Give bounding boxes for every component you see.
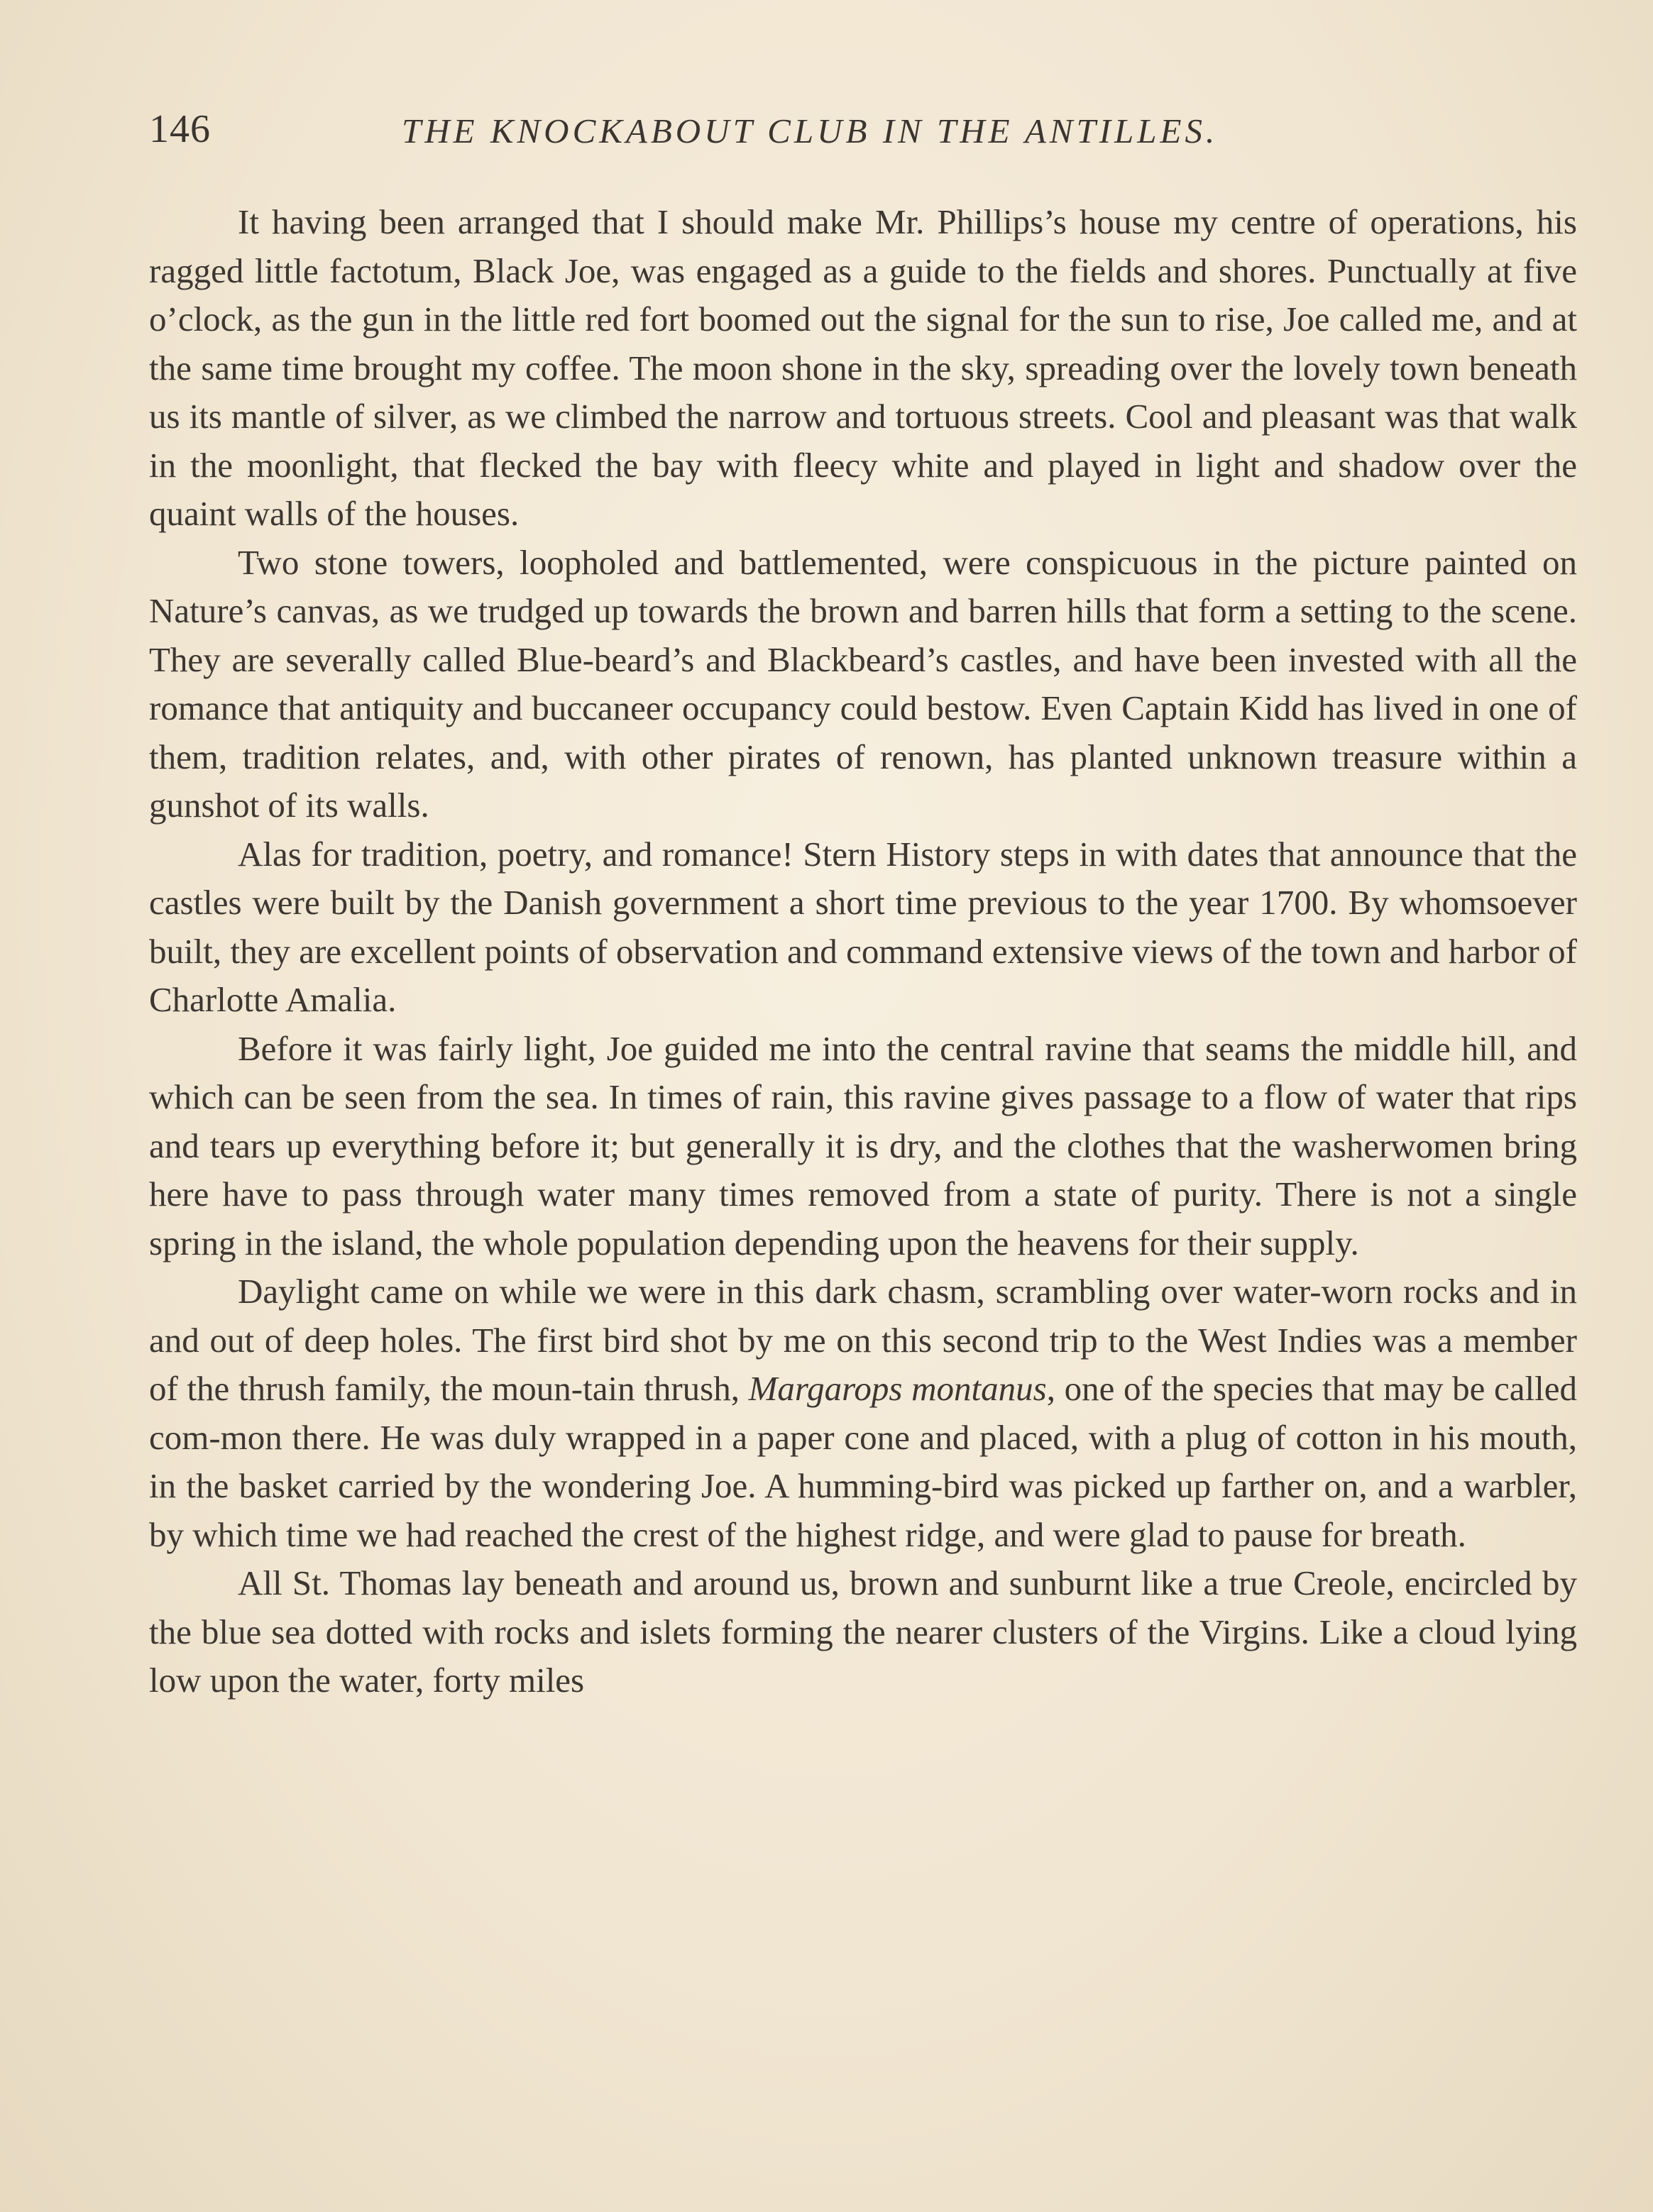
body-text [149,198,1577,1705]
paragraph-5 [149,1267,1577,1559]
page-header [149,106,1512,163]
paragraph-3: Alas for tradition, poetry, and romance! Stern History steps in with dates that announce that the castles were built by the Danish government a short time previous to the year 1700. By whomsoever built, they are excellent points of observation and command extensive views of the town and harbor of Charlotte Amalia. [149,834,1577,1019]
page-number: 146 [149,107,211,151]
running-title: THE KNOCKABOUT CLUB IN THE ANTILLES. [402,111,1219,150]
paragraph-4: Before it was fairly light, Joe guided me into the central ravine that seams the middle hill, and which can be seen from the sea. In times of rain, this ravine gives passage to a flow of water that rips and tears up everything before it; but generally it is dry, and the clothes that the washerwomen bring here have to pass through water many times removed from a state of purity. There is not a single spring in the island, the whole population depending upon the heavens for their supply. [149,1028,1577,1262]
species-name: Margarops montanus [748,1369,1047,1408]
paragraph-1: It having been arranged that I should make Mr. Phillips’s house my centre of operations, his ragged little factotum, Black Joe, was engaged as a guide to the fields and shores. Punctually at five o’clock, as the gun in the little red fort boomed out the signal for the sun to rise, Joe called me, and at the same time brought my coffee. The moon shone in the sky, spreading over the lovely town beneath us its mantle of silver, as we climbed the narrow and tortuous streets. Cool and pleasant was that walk in the moonlight, that flecked the bay with fleecy white and played in light and shadow over the quaint walls of the houses. [149,202,1577,533]
paragraph-5-after: , one of the species that may be called com-mon there. He was duly wrapped in a paper cone and placed, with a plug of cotton in his mouth, in the basket carried by the wondering Joe. A humming-bird was picked up farther on, and a warbler, by which time we had reached the crest of the highest ridge, and were glad to pause for breath. [149,1369,1577,1554]
paragraph-5-before: Daylight came on while we were in this dark chasm, scrambling over water-worn rocks and in and out of deep holes. The first bird shot by me on this second trip to the West Indies was a member of the thrush family, the moun-tain thrush, [149,1272,1577,1408]
paragraph-2: Two stone towers, loopholed and battlemented, were conspicuous in the picture painted on Nature’s canvas, as we trudged up towards the brown and barren hills that form a setting to the scene. They are severally called Blue-beard’s and Blackbeard’s castles, and have been invested with all the romance that antiquity and buccaneer occupancy could bestow. Even Captain Kidd has lived in one of them, tradition relates, and, with other pirates of renown, has planted unknown treasure within a gunshot of its walls. [149,542,1577,825]
paragraph-6: All St. Thomas lay beneath and around us, brown and sunburnt like a true Creole, encircled by the blue sea dotted with rocks and islets forming the nearer clusters of the Virgins. Like a cloud lying low upon the water, forty miles [149,1563,1577,1700]
